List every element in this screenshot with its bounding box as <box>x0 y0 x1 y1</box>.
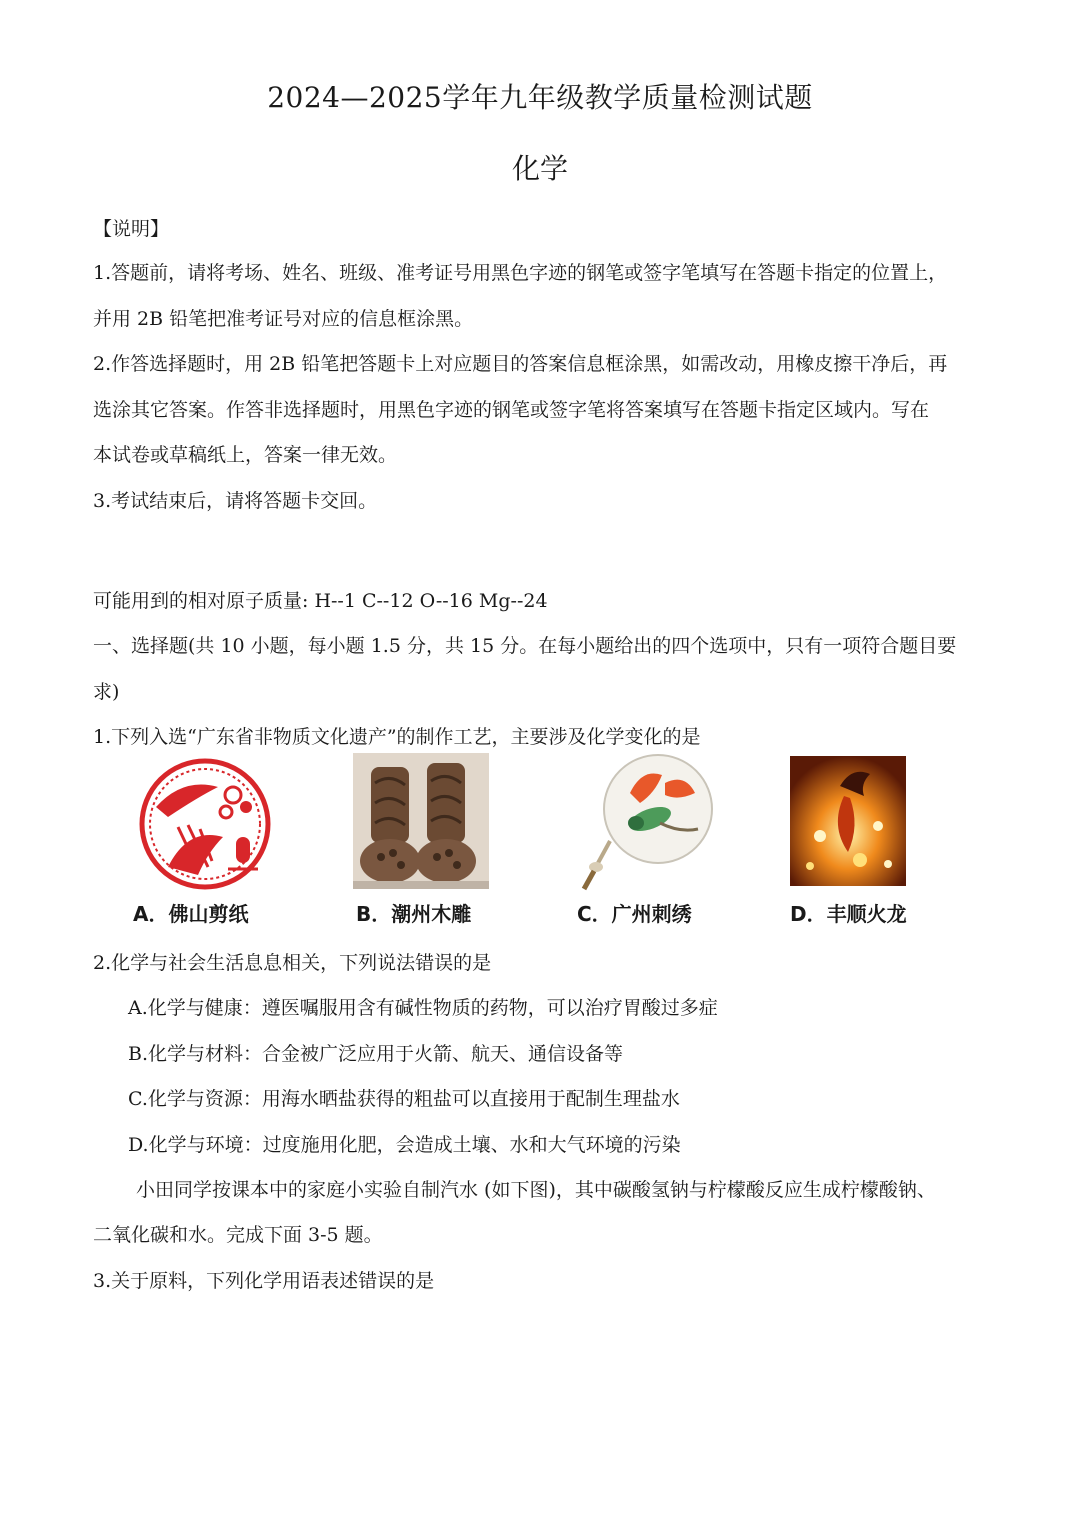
paper-cut-image <box>138 757 272 891</box>
option-c-label: C．广州刺绣 <box>577 902 692 926</box>
question-3-stem: 3.关于原料，下列化学用语表述错误的是 <box>93 1270 435 1292</box>
instruction-line: 本试卷或草稿纸上，答案一律无效。 <box>93 444 398 466</box>
option-a-label: A．佛山剪纸 <box>133 902 249 926</box>
question-2-option-c: C.化学与资源：用海水晒盐获得的粗盐可以直接用于配制生理盐水 <box>128 1088 680 1110</box>
passage-line: 二氧化碳和水。完成下面 3-5 题。 <box>93 1224 383 1246</box>
question-2-option-b: B.化学与材料：合金被广泛应用于火箭、航天、通信设备等 <box>128 1043 624 1065</box>
instruction-line: 选涂其它答案。作答非选择题时，用黑色字迹的钢笔或签字笔将答案填写在答题卡指定区域内。写在 <box>93 399 930 421</box>
fire-dragon-image <box>790 756 906 886</box>
question-1-stem: 1.下列入选“广东省非物质文化遗产”的制作工艺，主要涉及化学变化的是 <box>93 726 701 748</box>
section-heading: 一、选择题(共 10 小题，每小题 1.5 分，共 15 分。在每小题给出的四个选项中，只有一项符合题目要 <box>93 635 957 657</box>
subject-title: 化学 <box>511 152 568 185</box>
exam-title: 2024—2025学年九年级教学质量检测试题 <box>267 81 813 114</box>
instruction-line: 并用 2B 铅笔把准考证号对应的信息框涂黑。 <box>93 308 474 330</box>
question-2-stem: 2.化学与社会生活息息相关，下列说法错误的是 <box>93 952 492 974</box>
instruction-line: 2.作答选择题时，用 2B 铅笔把答题卡上对应题目的答案信息框涂黑，如需改动，用橡皮擦干净后，再 <box>93 353 948 375</box>
question-2-option-d: D.化学与环境：过度施用化肥，会造成土壤、水和大气环境的污染 <box>128 1134 681 1156</box>
embroidery-fan-image <box>570 753 720 891</box>
option-d-label: D．丰顺火龙 <box>790 902 907 926</box>
wood-carving-image <box>353 753 489 889</box>
instruction-line: 1.答题前，请将考场、姓名、班级、准考证号用黑色字迹的钢笔或签字笔填写在答题卡指定的位置上， <box>93 262 948 284</box>
instruction-line: 3.考试结束后，请将答题卡交回。 <box>93 490 378 512</box>
option-b-label: B．潮州木雕 <box>356 902 472 926</box>
passage-line: 小田同学按课本中的家庭小实验自制汽水 (如下图)，其中碳酸氢钠与柠檬酸反应生成柠檬酸钠、 <box>136 1179 936 1201</box>
question-2-option-a: A.化学与健康：遵医嘱服用含有碱性物质的药物，可以治疗胃酸过多症 <box>128 997 718 1019</box>
section-heading-cont: 求) <box>93 681 120 703</box>
instructions-heading: 【说明】 <box>93 218 170 240</box>
atomic-mass-note: 可能用到的相对原子质量: H--1 C--12 O--16 Mg--24 <box>93 590 548 612</box>
